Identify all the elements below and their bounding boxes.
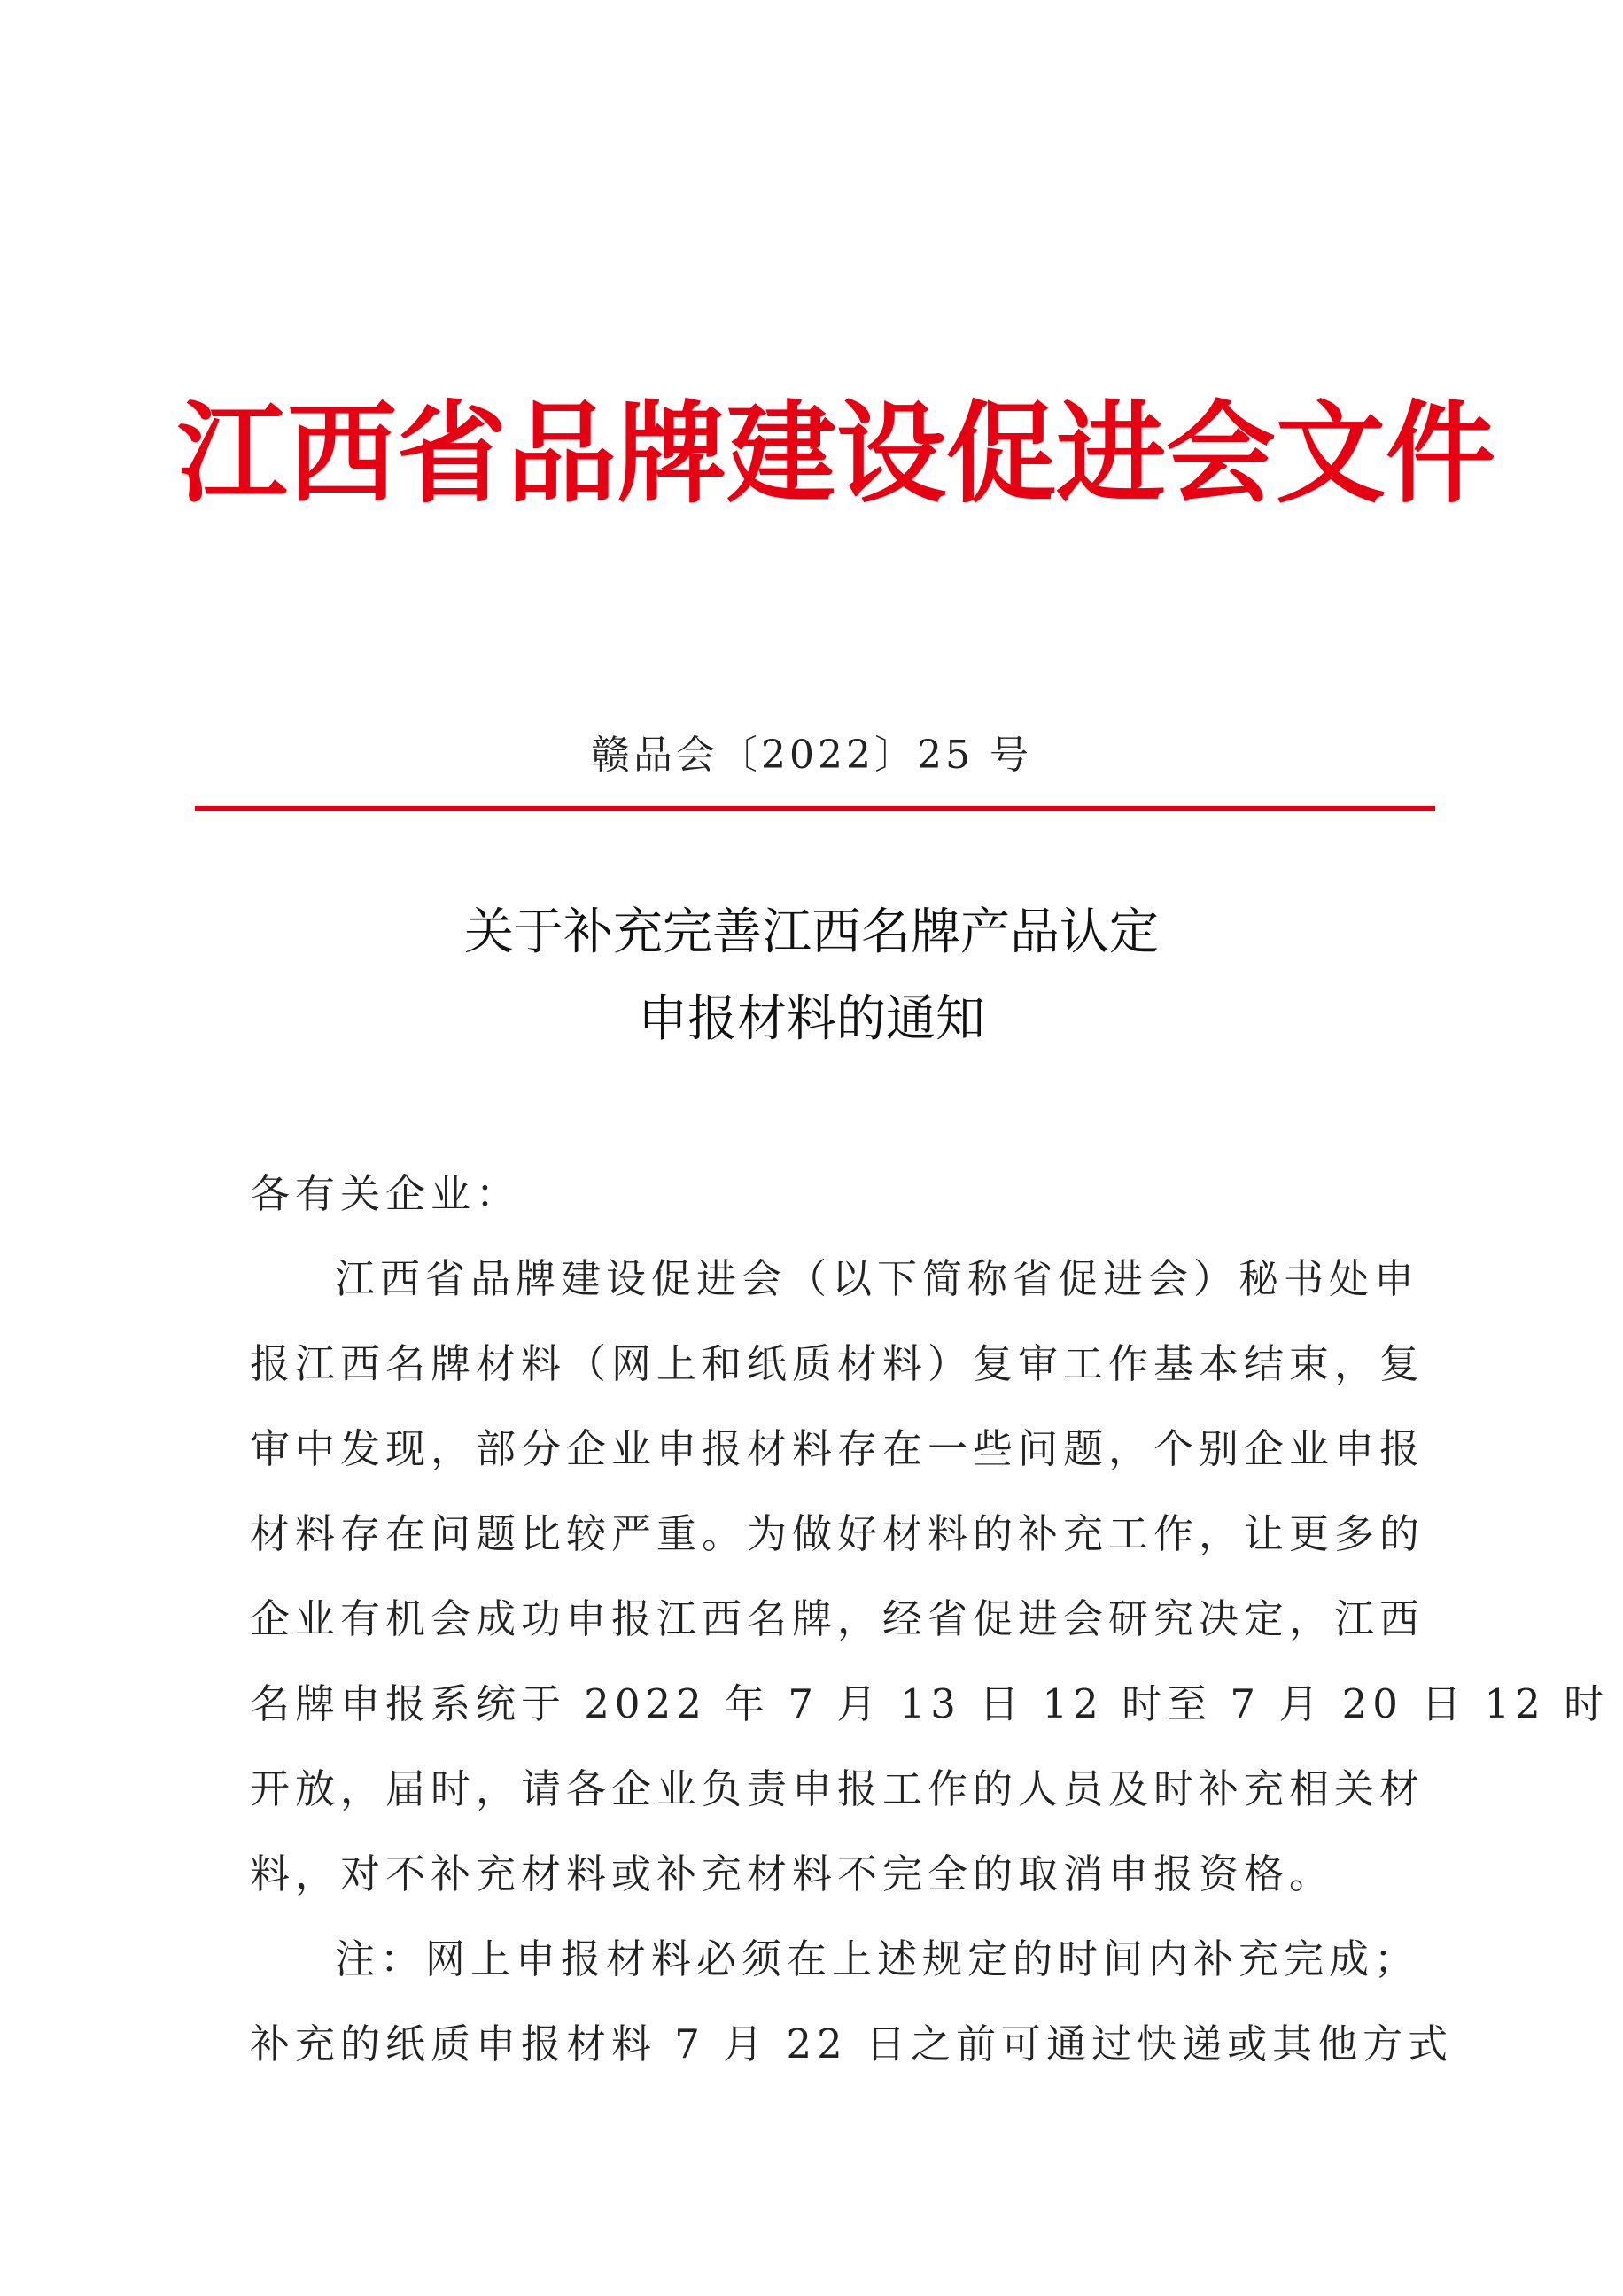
paragraph-1-line: 料，对不补充材料或补充材料不完全的取消申报资格。 — [250, 1850, 1335, 1897]
paragraph-1-line: 企业有机会成功申报江西名牌，经省促进会研究决定，江西 — [250, 1595, 1425, 1642]
document-title — [177, 889, 1446, 1063]
document-number: 赣品会〔2022〕25 号 — [591, 733, 1032, 778]
paragraph-1-line: 名牌申报系统于 2022 年 7 月 13 日 12 时至 7 月 20 日 12 时 — [250, 1680, 1610, 1727]
document-title-line-1: 关于补充完善江西名牌产品认定 — [464, 904, 1159, 961]
paragraph-1-line: 报江西名牌材料（网上和纸质材料）复审工作基本结束，复 — [250, 1340, 1425, 1387]
paragraph-2-line: 注：网上申报材料必须在上述规定的时间内补充完成； — [335, 1935, 1420, 1982]
document-body — [250, 1152, 1610, 2087]
red-divider-rule — [195, 806, 1435, 811]
document-title-line-2: 申报材料的通知 — [638, 990, 985, 1048]
paragraph-1-line: 材料存在问题比较严重。为做好材料的补充工作，让更多的 — [250, 1510, 1425, 1557]
salutation: 各有关企业： — [250, 1170, 522, 1217]
paragraph-1-line: 审中发现，部分企业申报材料存在一些问题，个别企业申报 — [250, 1425, 1425, 1472]
paragraph-1-line: 江西省品牌建设促进会（以下简称省促进会）秘书处申 — [335, 1255, 1420, 1302]
masthead-title: 江西省品牌建设促进会文件 — [177, 390, 1496, 518]
paragraph-2-line: 补充的纸质申报材料 7 月 22 日之前可通过快递或其他方式 — [250, 2021, 1454, 2067]
paragraph-1-line: 开放，届时，请各企业负责申报工作的人员及时补充相关材 — [250, 1765, 1425, 1812]
